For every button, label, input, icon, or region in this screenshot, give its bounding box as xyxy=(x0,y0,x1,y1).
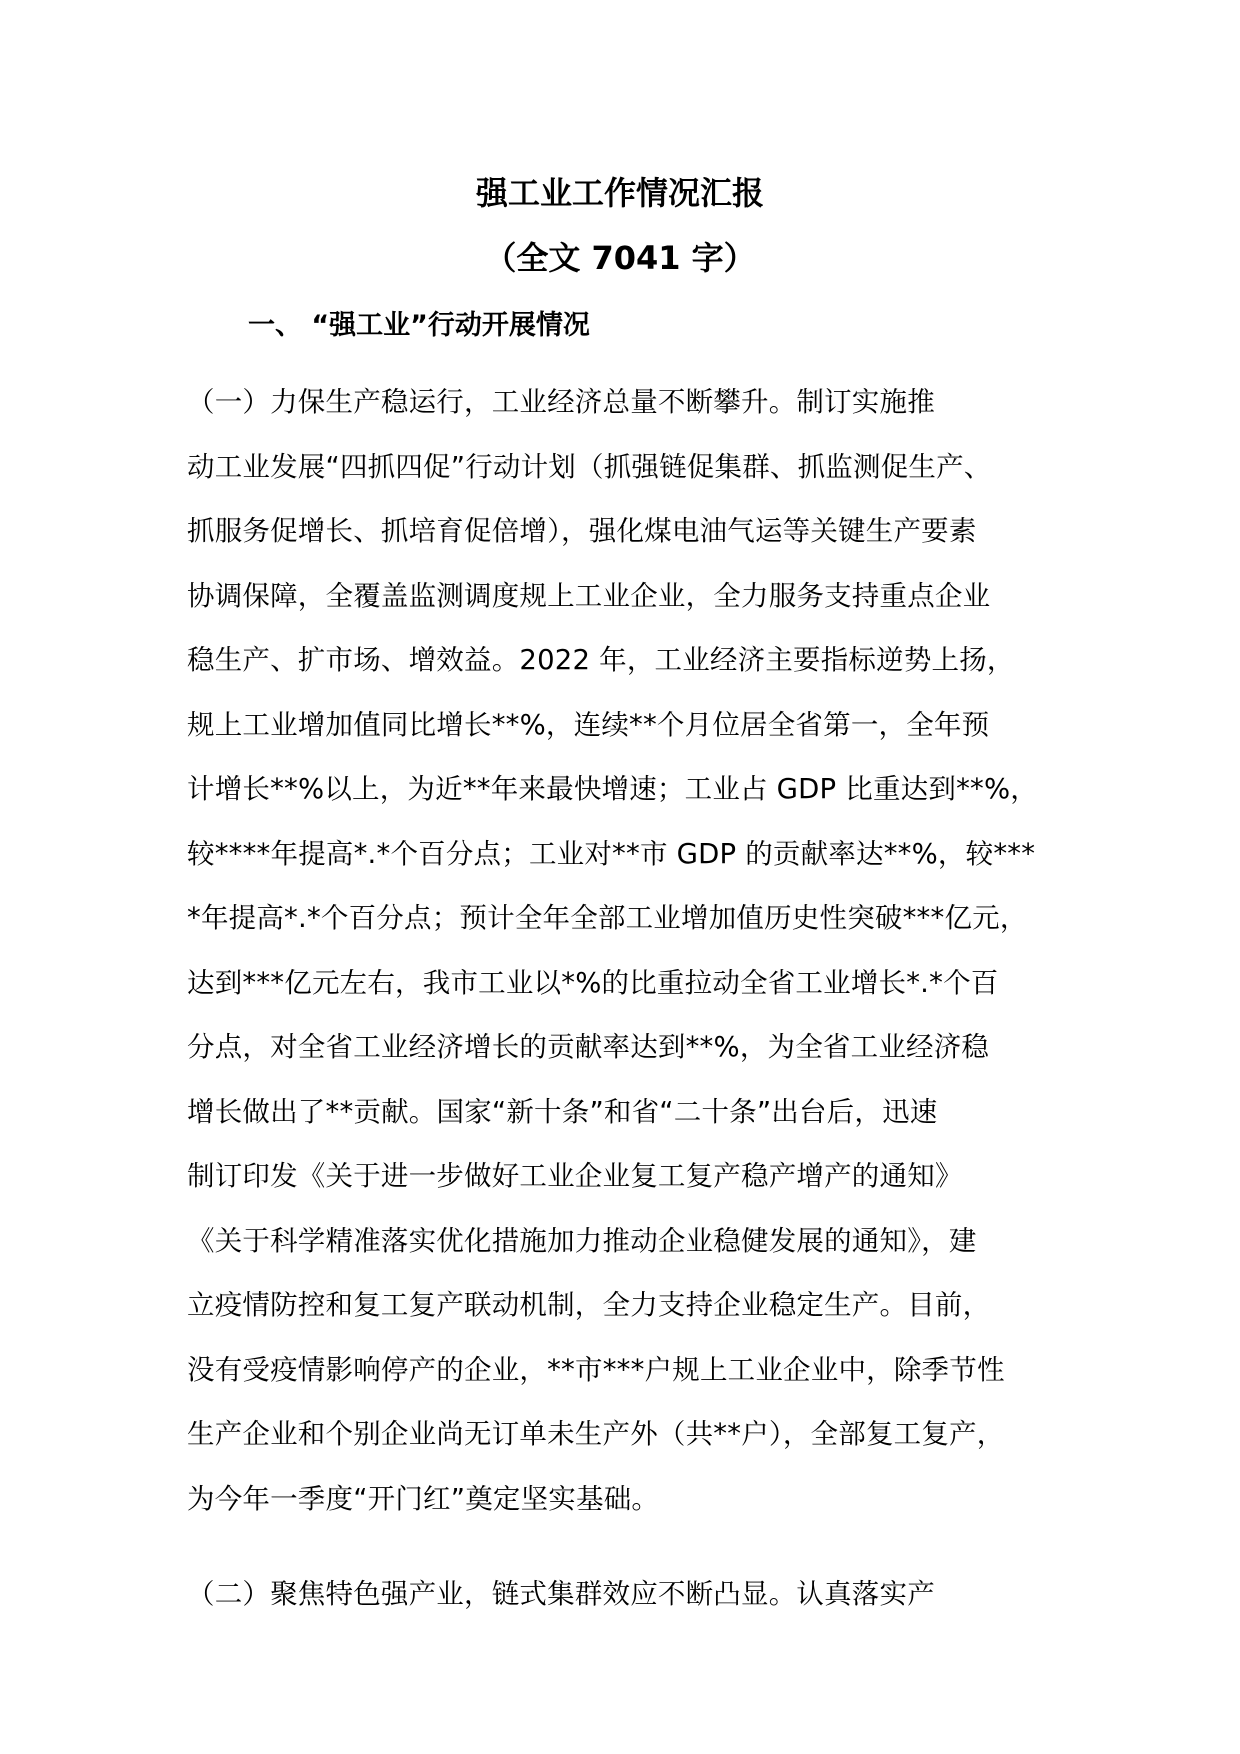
document-title: 强工业工作情况汇报 xyxy=(475,174,764,212)
paragraph-line: 较****年提高*.*个百分点；工业对**市 GDP 的贡献率达**%，较*** xyxy=(187,837,1036,870)
paragraph-line: 增长做出了**贡献。国家“新十条”和省“二十条”出台后，迅速 xyxy=(187,1095,938,1128)
paragraph-line: 制订印发《关于进一步做好工业企业复工复产稳产增产的通知》 xyxy=(187,1160,963,1192)
paragraph-1 xyxy=(187,370,1087,1531)
paragraph-line: 为今年一季度“开门红”奠定坚实基础。 xyxy=(187,1482,660,1515)
paragraph-line: 动工业发展“四抓四促”行动计划（抓强链促集群、抓监测促生产、 xyxy=(187,450,992,483)
paragraph-line: 稳生产、扩市场、增效益。2022 年，工业经济主要指标逆势上扬， xyxy=(187,644,1015,676)
paragraph-line: 协调保障，全覆盖监测调度规上工业企业，全力服务支持重点企业 xyxy=(187,579,991,612)
paragraph-line: （一）力保生产稳运行，工业经济总量不断攀升。制订实施推 xyxy=(187,386,935,418)
paragraph-line: 生产企业和个别企业尚无订单未生产外（共**户），全部复工复产， xyxy=(187,1418,1005,1450)
paragraph-line: 达到***亿元左右，我市工业以*%的比重拉动全省工业增长*.*个百 xyxy=(187,966,999,999)
paragraph-line: 分点，对全省工业经济增长的贡献率达到**%，为全省工业经济稳 xyxy=(187,1031,990,1063)
paragraph-2 xyxy=(187,1562,1087,1627)
document-subtitle: （全文 7041 字） xyxy=(484,239,756,277)
paragraph-line: 规上工业增加值同比增长**%，连续**个月位居全省第一，全年预 xyxy=(187,708,990,741)
paragraph-line: *年提高*.*个百分点；预计全年全部工业增加值历史性突破***亿元， xyxy=(187,902,1028,934)
paragraph-line: 抓服务促增长、抓培育促倍增），强化煤电油气运等关键生产要素 xyxy=(187,515,977,547)
section-heading: 一、 “强工业”行动开展情况 xyxy=(248,310,590,341)
paragraph-line: 计增长**%以上，为近**年来最快增速；工业占 GDP 比重达到**%， xyxy=(187,773,1039,805)
paragraph-line: 立疫情防控和复工复产联动机制，全力支持企业稳定生产。目前， xyxy=(187,1289,991,1321)
paragraph-line: 没有受疫情影响停产的企业，**市***户规上工业企业中，除季节性 xyxy=(187,1353,1005,1386)
paragraph-line: 《关于科学精准落实优化措施加力推动企业稳健发展的通知》，建 xyxy=(187,1224,977,1257)
paragraph-line: （二）聚焦特色强产业，链式集群效应不断凸显。认真落实产 xyxy=(187,1578,935,1610)
